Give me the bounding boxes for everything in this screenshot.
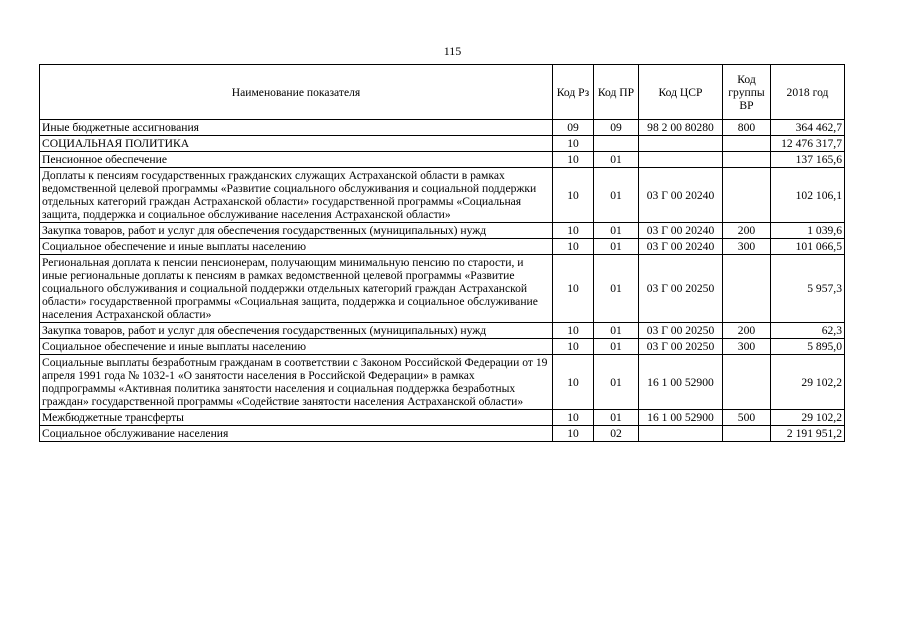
- table-row: [40, 239, 845, 255]
- table-row: [40, 168, 845, 223]
- table-row: [40, 339, 845, 355]
- row-csr: 03 Г 00 20240: [639, 223, 723, 239]
- header-vr: Код группы ВР: [723, 65, 771, 120]
- table-row: [40, 120, 845, 136]
- row-rz: 10: [553, 339, 594, 355]
- row-rz: 10: [553, 168, 594, 223]
- row-name: Социальные выплаты безработным гражданам в соответствии с Законом Российской Федерации от 19 апреля 1991 года № 1032-1 «О занятости населения в Российской Федерации» в рамках подпрограммы «Активная политика занятости населения и социальная поддержка безработных граждан» государственной программы «Содействие занятости населения Астраханской области»: [40, 355, 553, 410]
- row-vr: [723, 136, 771, 152]
- row-vr: [723, 426, 771, 442]
- header-year: 2018 год: [771, 65, 845, 120]
- row-value: 101 066,5: [771, 239, 845, 255]
- row-pr: 01: [594, 339, 639, 355]
- row-value: 137 165,6: [771, 152, 845, 168]
- row-csr: 03 Г 00 20240: [639, 239, 723, 255]
- row-csr: 16 1 00 52900: [639, 355, 723, 410]
- row-name: Закупка товаров, работ и услуг для обеспечения государственных (муниципальных) нужд: [40, 223, 553, 239]
- row-rz: 10: [553, 410, 594, 426]
- row-csr: [639, 136, 723, 152]
- row-vr: 300: [723, 239, 771, 255]
- row-vr: 300: [723, 339, 771, 355]
- row-name: Закупка товаров, работ и услуг для обеспечения государственных (муниципальных) нужд: [40, 323, 553, 339]
- row-rz: 10: [553, 255, 594, 323]
- table-header-row: [40, 65, 845, 120]
- header-csr: Код ЦСР: [639, 65, 723, 120]
- row-pr: 01: [594, 239, 639, 255]
- row-pr: 01: [594, 410, 639, 426]
- row-value: 364 462,7: [771, 120, 845, 136]
- row-vr: 500: [723, 410, 771, 426]
- row-rz: 10: [553, 239, 594, 255]
- row-value: 62,3: [771, 323, 845, 339]
- row-vr: [723, 255, 771, 323]
- row-value: 5 957,3: [771, 255, 845, 323]
- table-row: [40, 136, 845, 152]
- row-pr: 01: [594, 255, 639, 323]
- row-rz: 10: [553, 426, 594, 442]
- row-csr: [639, 426, 723, 442]
- row-vr: 200: [723, 223, 771, 239]
- table-row: [40, 152, 845, 168]
- row-value: 1 039,6: [771, 223, 845, 239]
- row-name: Пенсионное обеспечение: [40, 152, 553, 168]
- table-row: [40, 410, 845, 426]
- row-value: 2 191 951,2: [771, 426, 845, 442]
- row-rz: 10: [553, 152, 594, 168]
- row-pr: 01: [594, 223, 639, 239]
- row-value: 5 895,0: [771, 339, 845, 355]
- header-name: Наименование показателя: [40, 65, 553, 120]
- table-row: [40, 223, 845, 239]
- table-row: [40, 323, 845, 339]
- row-pr: 01: [594, 152, 639, 168]
- row-name: Доплаты к пенсиям государственных гражданских служащих Астраханской области в рамках ведомственной целевой программы «Развитие социального обслуживания и социальной поддержки отдельных категорий граждан Астраханской области» государственной программы «Социальная защита, поддержка и социальное обслуживание населения Астраханской области»: [40, 168, 553, 223]
- row-pr: 02: [594, 426, 639, 442]
- row-csr: 03 Г 00 20250: [639, 323, 723, 339]
- row-value: 102 106,1: [771, 168, 845, 223]
- row-name: Иные бюджетные ассигнования: [40, 120, 553, 136]
- row-vr: [723, 152, 771, 168]
- header-pr: Код ПР: [594, 65, 639, 120]
- row-pr: 09: [594, 120, 639, 136]
- row-value: 29 102,2: [771, 355, 845, 410]
- row-rz: 10: [553, 355, 594, 410]
- row-value: 29 102,2: [771, 410, 845, 426]
- row-pr: 01: [594, 168, 639, 223]
- row-vr: [723, 168, 771, 223]
- row-name: Региональная доплата к пенсии пенсионерам, получающим минимальную пенсию по старости, и иные региональные доплаты к пенсиям в рамках ведомственной целевой программы «Развитие социального обслуживания и социальной поддержки отдельных категорий граждан Астраханской области» государственной программы «Социальная защита, поддержка и социальное обслуживание населения Астраханской области»: [40, 255, 553, 323]
- row-rz: 10: [553, 223, 594, 239]
- row-name: Социальное обеспечение и иные выплаты населению: [40, 339, 553, 355]
- table-row: [40, 426, 845, 442]
- row-rz: 10: [553, 323, 594, 339]
- row-rz: 09: [553, 120, 594, 136]
- row-csr: 03 Г 00 20250: [639, 255, 723, 323]
- row-name: Социальное обслуживание населения: [40, 426, 553, 442]
- row-csr: 03 Г 00 20250: [639, 339, 723, 355]
- row-vr: 200: [723, 323, 771, 339]
- row-pr: 01: [594, 323, 639, 339]
- table-row: [40, 255, 845, 323]
- budget-table: [39, 64, 845, 442]
- row-csr: 03 Г 00 20240: [639, 168, 723, 223]
- row-vr: 800: [723, 120, 771, 136]
- page-number: 115: [443, 44, 462, 58]
- row-value: 12 476 317,7: [771, 136, 845, 152]
- row-csr: 98 2 00 80280: [639, 120, 723, 136]
- row-vr: [723, 355, 771, 410]
- row-rz: 10: [553, 136, 594, 152]
- header-rz: Код Рз: [553, 65, 594, 120]
- row-csr: 16 1 00 52900: [639, 410, 723, 426]
- row-pr: 01: [594, 355, 639, 410]
- row-pr: [594, 136, 639, 152]
- row-csr: [639, 152, 723, 168]
- row-name: Межбюджетные трансферты: [40, 410, 553, 426]
- table-row: [40, 355, 845, 410]
- row-name: Социальное обеспечение и иные выплаты населению: [40, 239, 553, 255]
- row-name: СОЦИАЛЬНАЯ ПОЛИТИКА: [40, 136, 553, 152]
